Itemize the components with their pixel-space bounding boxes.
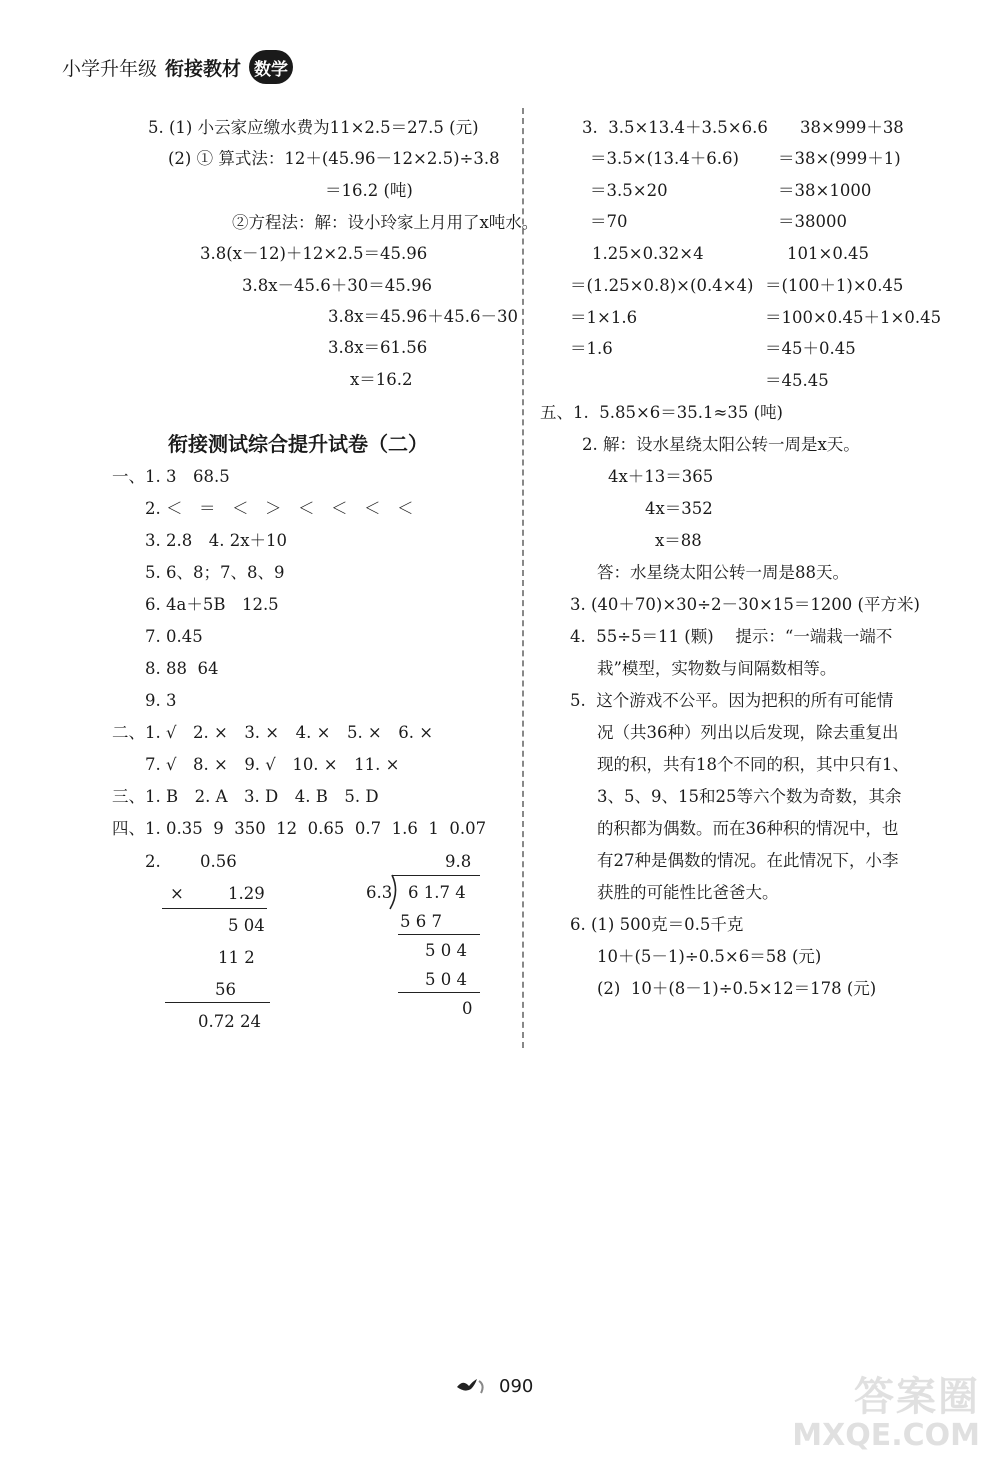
equation-line: x＝16.2 <box>350 370 413 389</box>
calc-line: 1.25×0.32×4 <box>592 244 704 263</box>
multiplicand: 0.56 <box>200 852 237 871</box>
answer-line: (2) 10＋(8－1)÷0.5×12＝178 (元) <box>597 979 877 998</box>
answer-line: 况（共36种）列出以后发现，除去重复出 <box>597 723 899 742</box>
calc-line: ＝38×1000 <box>778 181 872 200</box>
quotient: 9.8 <box>445 852 472 871</box>
calc-line: ＝(1.25×0.8)×(0.4×4) <box>570 276 754 295</box>
remainder: 0 <box>462 999 473 1018</box>
page-footer <box>455 1375 533 1397</box>
answer-line: 的积都为偶数。而在36种积的情况中，也 <box>597 819 899 838</box>
calc-line: ＝38000 <box>778 212 847 231</box>
calc-line: ＝38×(999＋1) <box>778 149 901 168</box>
calc-line: ＝1.6 <box>570 339 613 358</box>
calc-line: ＝1×1.6 <box>570 308 638 327</box>
answer-line: 四、1. 0.35 9 350 12 0.65 0.7 1.6 1 0.07 <box>112 819 487 838</box>
answer-line: 5. 这个游戏不公平。因为把积的所有可能情 <box>570 691 894 710</box>
answer-line: 3. (40＋70)×30÷2－30×15＝1200 (平方米) <box>570 595 920 614</box>
subject-badge: 数学 <box>249 50 293 84</box>
answer-line: 2. ＜ ＝ ＜ ＞ ＜ ＜ ＜ ＜ <box>145 499 414 518</box>
equation-line: 3.8x＝61.56 <box>328 338 428 357</box>
watermark-url: MXQE.COM <box>792 1418 980 1453</box>
division-step: 5 0 4 <box>425 970 467 989</box>
calc-line: ＝3.5×20 <box>590 181 668 200</box>
division-step: 5 0 4 <box>425 941 467 960</box>
watermark-text: 答案圈 <box>854 1374 980 1420</box>
multiplication-rule <box>165 1002 270 1003</box>
answer-line: (2) ① 算式法：12＋(45.96－12×2.5)÷3.8 <box>168 149 500 168</box>
calc-line: ＝45.45 <box>765 371 829 390</box>
equation-line: 3.8x－45.6＋30＝45.96 <box>242 276 433 295</box>
dividend: 6 1.7 4 <box>408 883 466 902</box>
answer-line: 7. √ 8. × 9. √ 10. × 11. × <box>145 755 400 774</box>
answer-line: 有27种是偶数的情况。在此情况下，小李 <box>597 851 899 870</box>
product: 0.72 24 <box>198 1012 261 1031</box>
partial-product: 56 <box>215 980 236 999</box>
calc-line: ＝3.5×(13.4＋6.6) <box>590 149 739 168</box>
answer-line: 三、1. B 2. A 3. D 4. B 5. D <box>112 787 379 806</box>
equation-line: 3.8x＝45.96＋45.6－30 <box>328 307 519 326</box>
equation-line: 4x＋13＝365 <box>608 467 714 486</box>
section-title: 衔接测试综合提升试卷（二） <box>168 432 428 456</box>
page-number: 090 <box>499 1375 534 1397</box>
multiply-sign: × <box>170 884 184 903</box>
answer-line: 3. 2.8 4. 2x＋10 <box>145 531 288 550</box>
partial-product: 5 04 <box>228 916 265 935</box>
divisor: 6.3 <box>366 883 393 902</box>
answer-line: 6. (1) 500克＝0.5千克 <box>570 915 744 934</box>
answer-line: 7. 0.45 <box>145 627 203 646</box>
division-rule <box>398 934 480 935</box>
problem-number: 2. <box>145 852 161 871</box>
watermark <box>792 1365 980 1453</box>
series-name: 小学升年级 <box>62 57 158 80</box>
multiplier: 1.29 <box>228 884 265 903</box>
page-header <box>62 50 293 84</box>
division-bar <box>392 875 480 876</box>
answer-line: 一、1. 3 68.5 <box>112 467 230 486</box>
answer-line: 3、5、9、15和25等六个数为奇数，其余 <box>597 787 902 806</box>
answer-line: 5. (1) 小云家应缴水费为11×2.5＝27.5 (元) <box>148 118 479 137</box>
calc-line: 38×999＋38 <box>800 118 904 137</box>
answer-line: 5. 6、8；7、8、9 <box>145 563 285 582</box>
partial-product: 11 2 <box>218 948 255 967</box>
answer-line: 9. 3 <box>145 691 177 710</box>
calc-line: ＝70 <box>590 212 628 231</box>
answer-line: 6. 4a＋5B 12.5 <box>145 595 279 614</box>
division-step: 5 6 7 <box>400 912 442 931</box>
equation-line: 4x＝352 <box>645 499 713 518</box>
answer-line: 获胜的可能性比爸爸大。 <box>597 883 779 902</box>
answer-line: 二、1. √ 2. × 3. × 4. × 5. × 6. × <box>112 723 434 742</box>
column-divider <box>522 108 524 1048</box>
calc-line: ＝45＋0.45 <box>765 339 856 358</box>
calc-line: ＝100×0.45＋1×0.45 <box>765 308 942 327</box>
answer-line: 8. 88 64 <box>145 659 219 678</box>
answer-line: ②方程法：解：设小玲家上月用了x吨水。 <box>232 213 539 232</box>
multiplication-rule <box>162 908 267 909</box>
answer-line: 现的积，共有18个不同的积，其中只有1、 <box>597 755 909 774</box>
book-subtitle: 衔接教材 <box>165 57 242 80</box>
equation-line: x＝88 <box>655 531 702 550</box>
answer-line: 4. 55÷5＝11 (颗) 提示：“一端栽一端不 <box>570 627 893 646</box>
calc-line: 3. 3.5×13.4＋3.5×6.6 <box>582 118 768 137</box>
bird-icon <box>455 1375 489 1397</box>
answer-line: ＝16.2 (吨) <box>325 181 413 200</box>
calc-line: ＝(100＋1)×0.45 <box>765 276 904 295</box>
answer-line: 栽”模型，实物数与间隔数相等。 <box>597 659 837 678</box>
answer-line: 10＋(5－1)÷0.5×6＝58 (元) <box>597 947 822 966</box>
division-rule <box>398 992 480 993</box>
answer-line: 答：水星绕太阳公转一周是88天。 <box>597 563 849 582</box>
answer-line: 五、1. 5.85×6＝35.1≈35 (吨) <box>540 403 783 422</box>
equation-line: 3.8(x－12)＋12×2.5＝45.96 <box>200 244 428 263</box>
answer-line: 2. 解：设水星绕太阳公转一周是x天。 <box>582 435 860 454</box>
calc-line: 101×0.45 <box>787 244 870 263</box>
